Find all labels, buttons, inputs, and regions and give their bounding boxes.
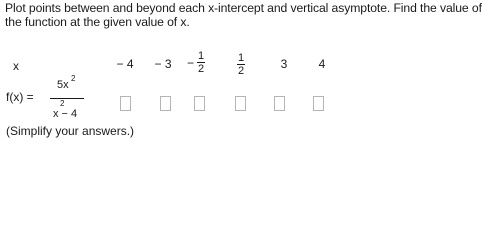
formula-numerator-exponent: 2	[71, 74, 76, 83]
x-value-numerator: 1	[237, 52, 245, 64]
x-value-one-half	[237, 50, 245, 77]
formula-denominator: x − 4	[53, 108, 78, 120]
x-row-label: x	[13, 59, 19, 73]
function-formula	[50, 74, 84, 129]
x-value-4: 4	[318, 57, 326, 71]
x-value-neg-one-half	[187, 50, 205, 75]
x-value-denominator: 2	[197, 63, 205, 75]
question-instructions: Plot points between and beyond each x-intercept and vertical asymptote. Find the value of the function at the given value of x.	[5, 1, 482, 29]
x-value-3: 3	[280, 57, 288, 71]
fx-label: f(x) =	[6, 90, 34, 104]
answer-input-4[interactable]	[313, 96, 324, 111]
x-value-neg-3: − 3	[154, 57, 172, 71]
formula-denominator-exponent: 2	[60, 99, 65, 108]
formula-numerator: 5x	[57, 79, 69, 91]
x-value-denominator: 2	[237, 65, 245, 77]
answer-input-3[interactable]	[274, 96, 285, 111]
x-value-sign: −	[186, 55, 195, 70]
answer-input-one-half[interactable]	[235, 96, 246, 111]
x-value-numerator: 1	[197, 50, 205, 62]
answer-input-neg-3[interactable]	[160, 96, 171, 111]
simplify-note: (Simplify your answers.)	[6, 124, 135, 138]
formula-fraction-bar	[50, 98, 84, 99]
answer-input-neg-one-half[interactable]	[194, 96, 205, 111]
answer-input-neg-4[interactable]	[120, 96, 131, 111]
x-value-neg-4: − 4	[116, 57, 134, 71]
